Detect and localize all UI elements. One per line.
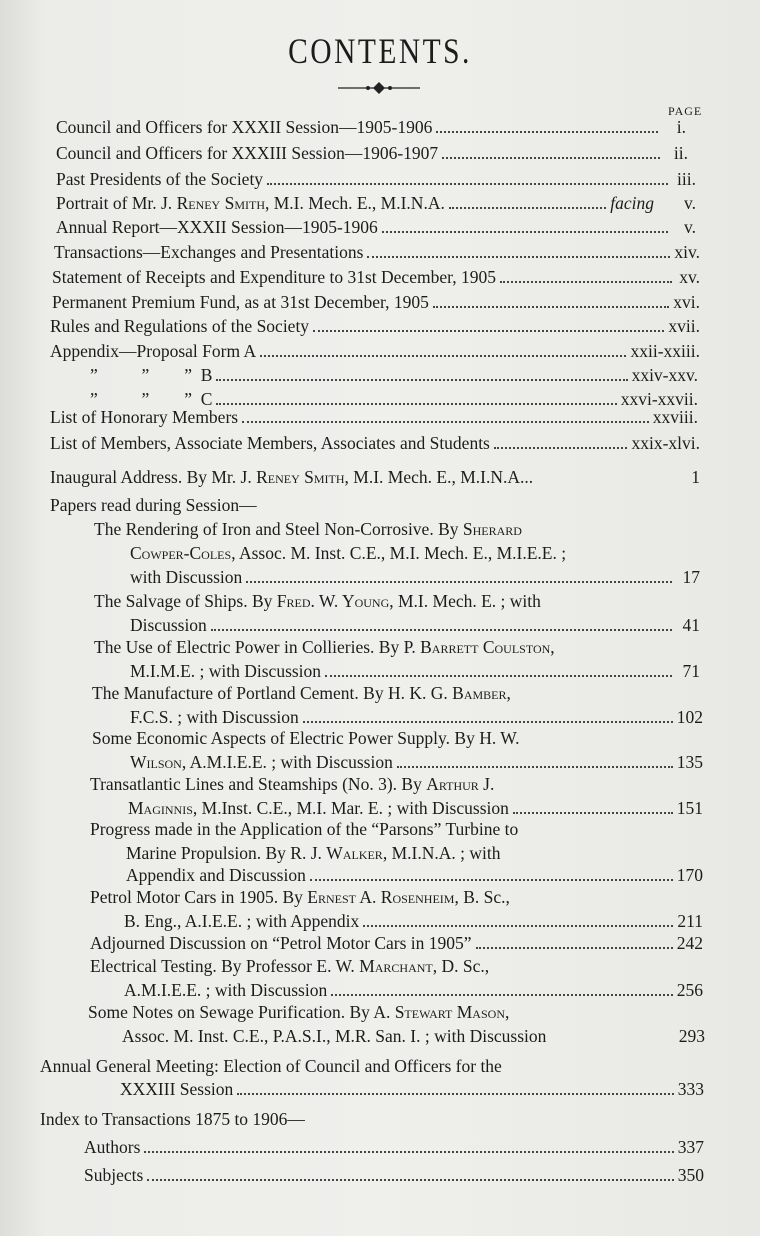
entry-page: xxviii.: [652, 407, 698, 427]
entry-title: Portrait of Mr. J. Reney Smith, M.I. Mech. E., M.I.N.A.: [56, 193, 445, 213]
leader-dots: [267, 183, 668, 185]
paper-entry-line[interactable]: The Manufacture of Portland Cement. By H. K. G. Bamber,: [92, 683, 511, 703]
entry-page: 1: [691, 467, 700, 487]
entry-page: 170: [676, 865, 703, 885]
leader-dots: [216, 403, 616, 405]
entry-page: xv.: [679, 267, 700, 287]
leader-dots: [310, 879, 673, 881]
leader-dots: [436, 131, 658, 133]
paper-entry-line: Assoc. M. Inst. C.E., P.A.S.I., M.R. San. I. ; with Discussion 293: [122, 1026, 705, 1046]
entry-title: Statement of Receipts and Expenditure to 31st December, 1905: [52, 267, 496, 287]
paper-entry-line: Maginnis, M.Inst. C.E., M.I. Mar. E. ; with Discussion 151: [128, 798, 703, 818]
toc-entry-inaugural[interactable]: [50, 466, 700, 488]
toc-entry[interactable]: [56, 168, 696, 190]
leader-dots: [242, 421, 649, 423]
entry-page: 333: [677, 1079, 704, 1099]
toc-entry[interactable]: [50, 406, 698, 428]
leader-dots: [397, 766, 673, 768]
agm-entry[interactable]: Annual General Meeting: Election of Council and Officers for the: [40, 1056, 502, 1076]
entry-page: 337: [677, 1137, 704, 1157]
entry-page: 71: [682, 661, 700, 681]
entry-page: 293: [678, 1026, 705, 1046]
entry-page: v.: [684, 217, 696, 237]
leader-dots: [513, 812, 673, 814]
entry-page: iii.: [677, 169, 696, 189]
entry-title: Appendix—Proposal Form A: [50, 341, 257, 361]
leader-dots: [237, 1093, 673, 1095]
leader-dots: [363, 925, 673, 927]
entry-title: Inaugural Address. By Mr. J. Reney Smith, M.I. Mech. E., M.I.N.A...: [50, 467, 534, 487]
leader-dots: [313, 330, 664, 332]
toc-entry[interactable]: [52, 291, 700, 313]
paper-entry-line: A.M.I.E.E. ; with Discussion 256: [124, 980, 703, 1000]
paper-entry-line[interactable]: The Salvage of Ships. By Fred. W. Young, M.I. Mech. E. ; with: [94, 591, 541, 611]
leader-dots: [147, 1179, 673, 1181]
toc-entry-index[interactable]: Authors 337: [84, 1137, 704, 1157]
toc-entry[interactable]: [56, 142, 688, 164]
entry-page: 211: [677, 911, 703, 931]
toc-entry[interactable]: [54, 241, 700, 263]
agm-entry-line: XXXIII Session 333: [120, 1079, 704, 1099]
leader-dots: [367, 256, 670, 258]
entry-page: xxii-xxiii.: [630, 341, 700, 361]
entry-page: 256: [676, 980, 703, 1000]
entry-page: 41: [682, 615, 700, 635]
entry-title: Council and Officers for XXXII Session—1905-1906: [56, 117, 433, 137]
leader-dots: [476, 947, 673, 949]
entry-page: xxix-xlvi.: [631, 433, 700, 453]
toc-entry[interactable]: [52, 266, 700, 288]
entry-page: ii.: [673, 143, 688, 163]
paper-entry-line: with Discussion 17: [130, 567, 700, 587]
paper-entry-line: Discussion 41: [130, 615, 700, 635]
entry-title: Permanent Premium Fund, as at 31st December, 1905: [52, 292, 429, 312]
leader-dots: [500, 281, 672, 283]
entry-title: Past Presidents of the Society: [56, 169, 264, 189]
paper-entry-line[interactable]: Adjourned Discussion on “Petrol Motor Cars in 1905” 242: [90, 933, 703, 953]
paper-entry-line: B. Eng., A.I.E.E. ; with Appendix 211: [124, 911, 703, 931]
entry-title: Council and Officers for XXXIII Session—1906-1907: [56, 143, 439, 163]
entry-title: List of Members, Associate Members, Associates and Students: [50, 433, 490, 453]
paper-entry-line[interactable]: Progress made in the Application of the “Parsons” Turbine to: [90, 819, 519, 839]
paper-entry-line[interactable]: Some Economic Aspects of Electric Power Supply. By H. W.: [92, 728, 520, 748]
ornament-divider-icon: [338, 80, 420, 96]
entry-page: 17: [682, 567, 700, 587]
entry-page: 135: [676, 752, 703, 772]
toc-entry[interactable]: [56, 116, 686, 138]
entry-page: xxvi-xxvii.: [620, 389, 698, 409]
entry-page: xxiv-xxv.: [631, 365, 698, 385]
entry-page: 102: [676, 707, 703, 727]
entry-title: ” ” ” C: [90, 389, 213, 409]
entry-page: xiv.: [674, 242, 700, 262]
entry-page: xvi.: [673, 292, 700, 312]
page-title: CONTENTS.: [288, 31, 472, 71]
entry-page: 242: [676, 933, 703, 953]
paper-entry-line: M.I.M.E. ; with Discussion 71: [130, 661, 700, 681]
leader-dots: [303, 721, 673, 723]
paper-entry-line: Wilson, A.M.I.E.E. ; with Discussion 135: [130, 752, 703, 772]
entry-page: v.: [684, 193, 696, 213]
paper-entry-line[interactable]: Petrol Motor Cars in 1905. By Ernest A. Rosenheim, B. Sc.,: [90, 887, 510, 907]
toc-entry[interactable]: [56, 192, 696, 214]
toc-entry[interactable]: [50, 315, 700, 337]
entry-title: ” ” ” B: [90, 365, 213, 385]
paper-entry-line[interactable]: Electrical Testing. By Professor E. W. Marchant, D. Sc.,: [90, 956, 490, 976]
leader-dots: [442, 157, 660, 159]
entry-title: List of Honorary Members: [50, 407, 239, 427]
entry-title: Transactions—Exchanges and Presentations: [54, 242, 364, 262]
leader-dots: [216, 379, 627, 381]
leader-dots: [433, 306, 669, 308]
leader-dots: [246, 581, 672, 583]
leader-dots: [144, 1151, 673, 1153]
toc-entry[interactable]: [56, 216, 696, 238]
paper-entry-line[interactable]: The Use of Electric Power in Collieries. By P. Barrett Coulston,: [94, 637, 555, 657]
leader-dots: [449, 207, 606, 209]
toc-entry[interactable]: [50, 340, 700, 362]
entry-title: Annual Report—XXXII Session—1905-1906: [56, 217, 378, 237]
entry-title: Rules and Regulations of the Society: [50, 316, 310, 336]
entry-page: 151: [676, 798, 703, 818]
papers-heading: Papers read during Session—: [50, 495, 257, 515]
paper-entry-line: Cowper-Coles, Assoc. M. Inst. C.E., M.I. Mech. E., M.I.E.E. ;: [130, 543, 567, 563]
page-column-header: PAGE: [668, 104, 703, 118]
leader-dots: [382, 231, 668, 233]
leader-dots: [331, 994, 673, 996]
toc-entry[interactable]: [90, 364, 698, 386]
entry-page: i.: [676, 117, 686, 137]
paper-entry-line: Appendix and Discussion 170: [126, 865, 703, 885]
leader-dots: [260, 355, 626, 357]
leader-dots: [494, 447, 628, 449]
paper-entry-line: F.C.S. ; with Discussion 102: [130, 707, 703, 727]
toc-entry[interactable]: [50, 432, 700, 454]
entry-note: facing: [610, 193, 654, 213]
leader-dots: [211, 629, 672, 631]
toc-entry-index[interactable]: Subjects 350: [84, 1165, 704, 1185]
paper-entry-line[interactable]: The Rendering of Iron and Steel Non-Corrosive. By Sherard: [94, 519, 522, 539]
paper-entry-line[interactable]: Transatlantic Lines and Steamships (No. 3). By Arthur J.: [90, 774, 495, 794]
paper-entry-line: Marine Propulsion. By R. J. Walker, M.I.N.A. ; with: [126, 843, 501, 863]
entry-page: xvii.: [668, 316, 700, 336]
entry-page: 350: [677, 1165, 704, 1185]
leader-dots: [325, 675, 672, 677]
index-heading: Index to Transactions 1875 to 1906—: [40, 1109, 305, 1129]
paper-entry-line[interactable]: Some Notes on Sewage Purification. By A. Stewart Mason,: [88, 1002, 510, 1022]
